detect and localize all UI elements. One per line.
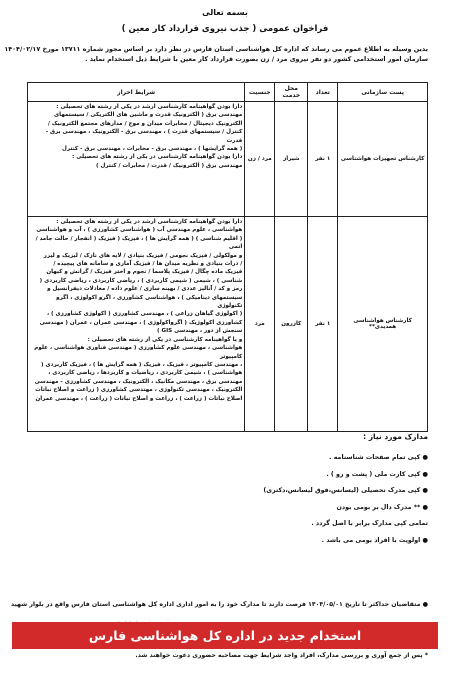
- cell-position: کارشناس تجهیزات هواشناسی: [338, 102, 428, 217]
- condition-line: الکترونیک ، مهندسی تکنولوژی ، مهندسی کشاورزی ( زراعت و اصلاح نباتات: [35, 387, 243, 394]
- condition-line: ( همه گرایشها ) ، مهندسی برق - مخابرات ، مهندسی برق - کنترل: [62, 146, 243, 153]
- condition-line: ( اقلیم شناسی ) ( همه گرایش ها ) ، فیزیک ( فیزیک ( انفجار / حالت جامد / اتمی: [35, 235, 243, 251]
- header-count: تعداد: [308, 83, 338, 102]
- list-item: ● ** مدرک دال بر بومی بودن: [336, 503, 428, 511]
- cell-location: شیراز: [275, 102, 308, 217]
- footer-line: * پس از جمع آوری و بررسی مدارک، افراد واجد شرایط جهت مصاحبه حضوری دعوت خواهند شد.: [135, 652, 428, 659]
- footer-line: ● متقاضیان حداکثر تا تاریخ ۱۴۰۴/۰۵/۰۱ فرصت دارند تا مدارک خود را به امور اداری اداره کل هواشناسی استان فارس واقع در بلوار شهید: [10, 601, 428, 608]
- cell-conditions: [28, 217, 245, 432]
- condition-line: / ذرات بنیادی و نظریه میدان ها / فیزیک آماری و سامانه های پیچیده /: [53, 261, 243, 268]
- cell-count: ۱ نفر: [308, 102, 338, 217]
- requirements-list: [28, 450, 428, 549]
- condition-line: دارا بودن گواهینامه کارشناسی ارشد در یکی از رشته های تحصیلی :: [56, 104, 243, 110]
- condition-line: و مولکولی / فیزیک نجومی / فیزیک بنیادی / لایه های نازک / لیزیک و لیزر: [43, 252, 243, 259]
- table-row: [28, 102, 428, 217]
- condition-line: هواشناسی ، مهندسی علوم کشاورزی ( مهندسی فناوری هواشناسی ، علوم کامپیوتر: [34, 345, 243, 360]
- condition-line: مهندسی برق ، مهندسی مکانیک ، الکترونیک ، مهندسی کشاورزی - مهندسی: [34, 378, 243, 385]
- condition-line: سیستمهای دینامیکی ) ، هواشناسی کشاورزی ، اگرو اکولوژی ، اگرو تکنولوژی: [56, 294, 243, 310]
- condition-line: هواشناسی ، علوم مهندسی آب ( هواشناسی کشاورزی ) ، آب و هواشناسی: [36, 227, 243, 234]
- header-conditions: شرایط احراز: [28, 83, 245, 102]
- cell-count: ۱ نفر: [308, 217, 338, 432]
- page-title: فراخوان عمومی ( جذب نیروی قرارداد کار معین ): [121, 24, 329, 34]
- condition-line: الکترونیک دیجیتال / مخابرات میدان و موج / مدارهای مجتمع الکترونیک /: [47, 120, 243, 127]
- header-gender: جنسیت: [245, 83, 275, 102]
- condition-line: و یا گواهینامه کارشناسی در یکی از رشته های تحصیلی :: [87, 336, 243, 343]
- header-position: پست سازمانی: [338, 83, 428, 102]
- cell-gender: مرد / زن: [245, 102, 275, 217]
- condition-line: رمز و کد / آنالیز عددی / بهینه سازی / علوم داده / معادلات دیفرانسیل و: [47, 286, 243, 293]
- cell-position: کارشناس هواشناسی همدیدی**: [338, 217, 428, 432]
- requirements-title: مدارک مورد نیاز :: [363, 432, 428, 441]
- condition-line: مهندسی برق ( الکترونیک / قدرت / مخابرات / کنترل ): [95, 162, 243, 169]
- condition-line: فیزیک ماده چگال / فیزیک پلاسما / نجوم و اختر فیزیک / گرانش و کیهان: [46, 269, 243, 276]
- condition-line: سنجش از دور ، مهندسی GIS ): [156, 328, 243, 335]
- list-item: ● کپی تمام صفحات شناسنامه .: [329, 454, 428, 461]
- condition-line: کشاورزی اکولوژیک ( اگرواکولوژی ) ، مهندسی عمران ، عمران ( مهندسی: [39, 319, 243, 326]
- condition-line: شناسی ) ، شیمی ( شیمی کاربردی ) ، ریاضی کاربردی ، ریاضی کاربردی (: [39, 277, 243, 284]
- condition-line: مهندسی برق ( الکترونیک قدرت و ماشین های الکتریکی / سیستمهای: [54, 112, 243, 119]
- condition-line: هواشناسی ) ، شیمی کاربردی ، ریاضیات و کاربردها ، ریاضی کاربردی ،: [48, 370, 243, 377]
- list-item: تمامی کپی مدارک برابر با اصل گردد .: [311, 520, 428, 527]
- condition-line: اصلاح نباتات ( زراعت ) ، زراعت و اصلاح نباتات ( زراعت ) ، مهندسی عمران: [35, 395, 243, 402]
- intro-line: سازمان امور استخدامی کشور دو نفر نیروی مرد / زن بصورت قرارداد کار معین با شرایط ذیل استخدام نماید .: [85, 55, 428, 63]
- cell-conditions: [28, 102, 245, 217]
- intro-line: بدین وسیله به اطلاع عموم می رساند که اداره کل هواشناسی استان فارس در نظر دارد بر اساس مجوز شماره ۱۳۷۱۱ مورخ ۱۴۰۴/۰۲/۱۷: [4, 45, 428, 53]
- footer-note: [10, 600, 428, 610]
- condition-line: کنترل / سیستمهای قدرت ) ، مهندسی برق - الکترونیک ، مهندسی برق - قدرت: [45, 129, 243, 144]
- cell-location: کازرون: [275, 217, 308, 432]
- condition-line: ( اکولوژی گیاهان زراعی ) ، مهندسی کشاورزی ( اکولوژی کشاورزی ) ،: [46, 311, 243, 318]
- condition-line: ، مهندسی کامپیوتر ، فیزیک ، فیزیک ( همه گرایش ها ) ، فیزیک کاربردی (: [41, 361, 243, 368]
- jobs-table: [27, 82, 428, 432]
- list-item: ● کپی کارت ملی ( پشت و رو ) .: [326, 470, 428, 478]
- table-row: [28, 217, 428, 432]
- list-item: ● کپی مدرک تحصیلی (لیسانس،فوق لیسانس،دکتری): [263, 487, 428, 494]
- header-location: محل خدمت: [275, 83, 308, 102]
- title-banner: استخدام جدید در اداره کل هواشناسی فارس: [12, 622, 438, 649]
- table-header-row: [28, 83, 428, 102]
- intro-paragraph: [4, 44, 428, 64]
- condition-line: دارا بودن گواهینامه کارشناسی در یکی از رشته های تحصیلی :: [72, 154, 243, 161]
- list-item: ● اولویت با افراد بومی می باشد .: [321, 536, 428, 544]
- condition-line: دارا بودن گواهینامه کارشناسی ارشد در یکی از رشته های تحصیلی :: [56, 219, 243, 225]
- bismillah-heading: بسمه تعالی: [202, 8, 248, 17]
- cell-gender: مرد: [245, 217, 275, 432]
